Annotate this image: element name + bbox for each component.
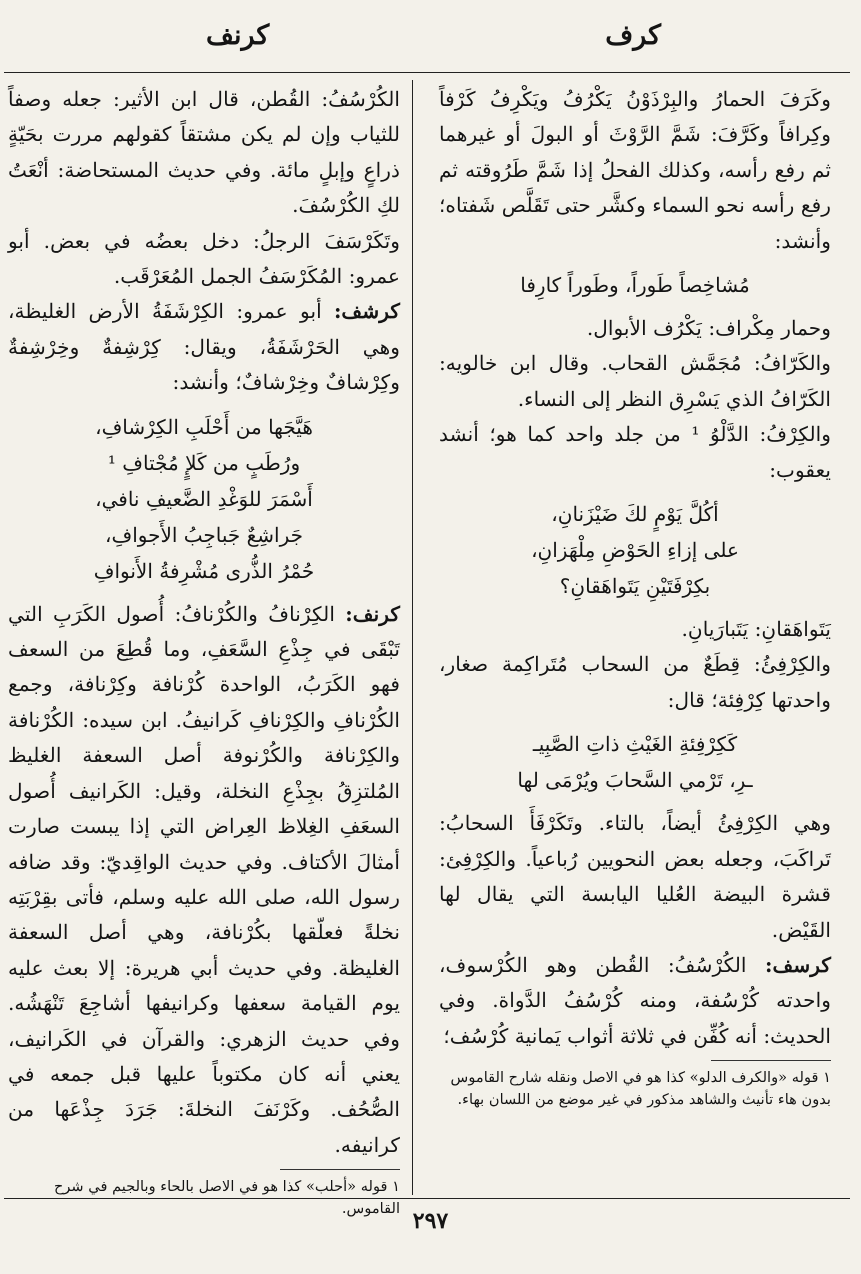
verse-line: ـرِ، تَرْمي السَّحابَ ويُرْمَى لها <box>517 768 753 793</box>
verse-line: حُمْرُ الذُّرى مُشْرِفةُ الأَنوافِ <box>93 558 315 583</box>
left-column <box>8 82 400 1220</box>
verse-line: مُشاخِصاً طَوراً، وطَوراً كارِفا <box>520 273 750 298</box>
entry-headword: كرنف: <box>345 601 401 626</box>
footnote-rule <box>280 1169 400 1170</box>
verse-line: على إزاءِ الحَوْضِ مِلْهَزانِ، <box>531 538 739 563</box>
paragraph: وهي الكِرْفِئُ أيضاً، بالتاء. وتَكَرْفَأَ السحابُ: تَراكَبَ، وجعله بعض النحويين رُباعياً. والكِرْفِئ: قشرة البيضة العُليا اليابسة التي يقال لها القَيْض. <box>439 811 831 942</box>
footnote-rule <box>711 1060 831 1061</box>
verse-line: كَكِرْفِئةِ الغَيْثِ ذاتِ الصَّبِيـ <box>532 732 738 757</box>
paragraph: الكُرْسُفُ: القُطن، قال ابن الأثير: جعله وصفاً للثياب وإن لم يكن مشتقاً كقولهم مررت بحَيّةٍ ذراعٍ وإبلٍ مائة. وفي حديث المستحاضة: أنْعَتُ لكِ الكُرْسُفَ. <box>8 87 400 218</box>
paragraph: وحمار مِكْراف: يَكْرُف الأبوال. <box>586 316 831 341</box>
running-headword-left: كرنف <box>206 20 270 51</box>
paragraph: يَتَواهَقانِ: يَتَبارَيانِ. <box>681 617 831 642</box>
verse-line: ورُطَبٍ من كَلإٍ مُجْتافِ ¹ <box>107 450 301 475</box>
page-number: ٢٩٧ <box>412 1208 449 1234</box>
paragraph: والكِرْفُ: الدَّلْوُ ¹ من جلد واحد كما هو؛ أنشد يعقوب: <box>439 422 831 482</box>
verse-block <box>439 726 831 798</box>
verse-line: جَراشِعٌ جَباجِبُ الأَجوافِ، <box>105 522 303 547</box>
verse-line: هَيَّجَها من أَحْلَبِ الكِرْشافِ، <box>95 414 313 439</box>
paragraph: والكِرْفِئُ: قِطَعٌ من السحاب مُتَراكِمة صغار، واحدتها كِرْفِئة؛ قال: <box>439 652 831 712</box>
entry-paragraph <box>8 597 400 1164</box>
footer-rule <box>4 1198 850 1199</box>
entry-headword: كرسف: <box>765 952 832 977</box>
verse-block <box>439 267 831 303</box>
column-divider <box>412 80 413 1195</box>
entry-paragraph <box>439 948 831 1054</box>
running-headword-right: كرف <box>605 20 661 51</box>
verse-line: أَسْمَرَ للوَغْدِ الضَّعيفِ نافي، <box>95 486 313 511</box>
entry-headword: كرشف: <box>333 299 400 324</box>
paragraph: وتَكَرْسَفَ الرجلُ: دخل بعضُه في بعض. أبو عمرو: المُكَرْسَفُ الجمل المُعَرْقَب. <box>8 228 400 289</box>
entry-paragraph <box>8 294 400 400</box>
footnote: ١ قوله «والكرف الدلو» كذا هو في الاصل ونقله شارح القاموس بدون هاء تأنيث والشاهد مذكور في غير موضع من اللسان بهاء. <box>450 1069 831 1109</box>
verse-block <box>8 409 400 589</box>
entry-text: الكِرْنافُ والكُرْنافُ: أُصول الكَرَبِ التي تَبْقَى في جِذْعِ السَّعَفِ، وما قُطِعَ من السعف فهو الكَرَبُ، الواحدة كُرْنافة وكِرْنافة، وجمع الكُرْنافِ والكِرْنافِ كَرانيفُ. ابن سيده: الكُرْنافة والكِرْنافة والكُرْنوفة أصل السعفة الغليظ المُلتزِقُ بجِذْعِ النخلة، وقيل: الكَرانيف أُصول السعَفِ الغِلاظ العِراض التي إذا يبست صارت أمثالَ الأكتاف. وفي حديث الواقِديّ: وقد ضافه رسول الله، صلى الله عليه وسلم، فأتى بقِرْبَتِه نخلةً فعلّقها بكُرْنافة، وهي أصل السعفة الغليظة. وفي حديث أبي هريرة: إلا بعث عليه يوم القيامة سعفها وكرانيفها أشاجِعَ تَنْهَشُه. وفي حديث الزهري: والقرآن في الكَرانيف، يعني أنه كان مكتوباً عليها قبل جمعه في الصُّحُف. وكَرْنَفَ النخلةَ: جَرَدَ جِذْعَها من كرانيفه. <box>8 601 400 1157</box>
entry-text: أبو عمرو: الكِرْشَفَةُ الأرض الغليظة، وهي الحَرْشَفَةُ، ويقال: كِرْشِفةٌ وخِرْشِفةٌ وكِرْشافٌ وخِرْشافٌ؛ وأنشد: <box>8 299 400 395</box>
entry-text: الكُرْسُفُ: القُطن وهو الكُرْسوف، واحدته كُرْسُفة، ومنه كُرْسُفُ الدَّواة. وفي الحديث: أنه كُفِّن في ثلاثة أثواب يَمانية كُرْسُف؛ <box>439 952 831 1048</box>
page-header <box>0 20 861 70</box>
verse-line: أكُلَّ يَوْمٍ لكَ ضَيْزَنانِ، <box>551 502 719 527</box>
header-rule <box>4 72 850 73</box>
footnote: ١ قوله «أحلب» كذا هو في الاصل بالحاء وبالجيم في شرح القاموس. <box>53 1178 400 1218</box>
paragraph: وكَرَفَ الحمارُ والبِرْذَوْنُ يَكْرُفُ ويَكْرِفُ كَرْفاً وكِرافاً وكَرَّفَ: شَمَّ الرَّوْثَ أو البولَ أو غيرهما ثم رفع رأسه، وكذلك الفحلُ إذا شَمَّ طَرُوقته ثم رفع رأسه نحو السماء وكشَّر حتى تَقَلَّص شَفتاه؛ وأنشد: <box>439 87 831 253</box>
verse-block <box>439 496 831 604</box>
paragraph: والكَرّافُ: مُجَمَّش القحاب. وقال ابن خالويه: الكَرّافُ الذي يَسْرِق النظر إلى النساء. <box>439 351 831 411</box>
right-column <box>439 82 831 1111</box>
verse-line: بكِرْفَتَيْنِ يَتَواهَقانِ؟ <box>559 574 711 599</box>
